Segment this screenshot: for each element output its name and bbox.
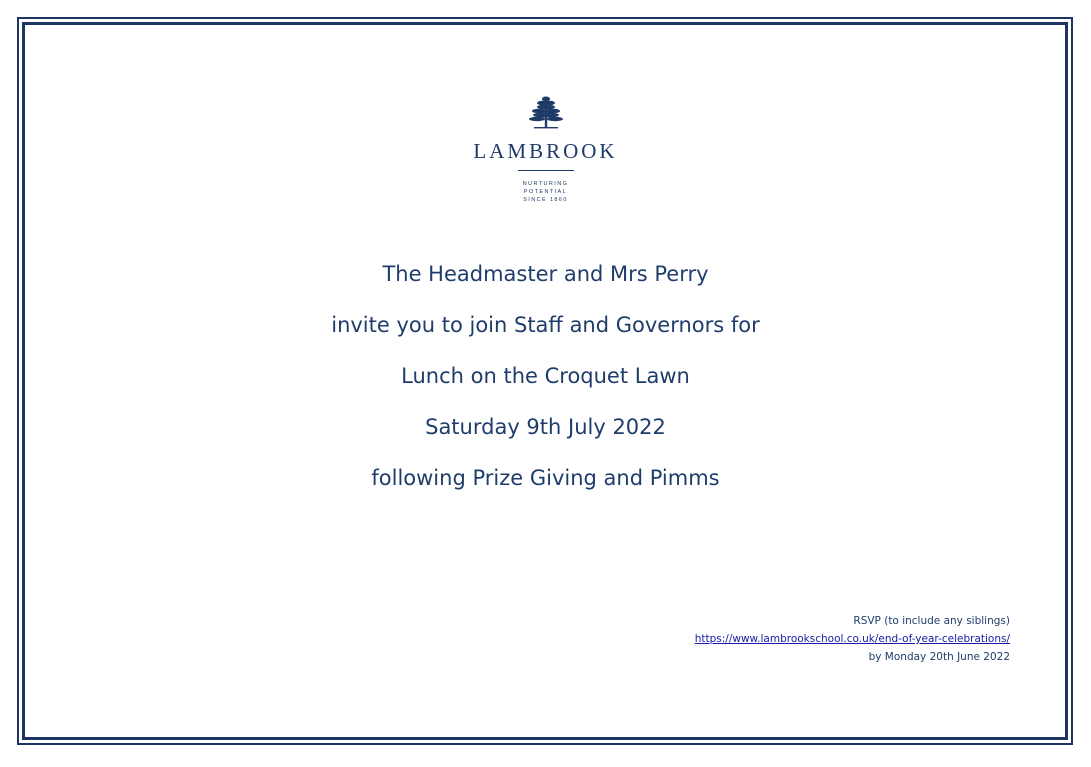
invitation-note: following Prize Giving and Pimms bbox=[371, 466, 720, 490]
invitation-hosts: The Headmaster and Mrs Perry bbox=[382, 262, 709, 286]
rsvp-link[interactable]: https://www.lambrookschool.co.uk/end-of-year-celebrations/ bbox=[694, 633, 1010, 645]
invitation-invite: invite you to join Staff and Governors for bbox=[331, 313, 760, 337]
logo-tagline-1: NURTURING bbox=[522, 181, 569, 187]
invitation-text bbox=[0, 257, 1091, 512]
school-logo bbox=[0, 95, 1091, 204]
rsvp-heading: RSVP (to include any siblings) bbox=[853, 615, 1010, 627]
logo-tagline-3: SINCE 1860 bbox=[523, 197, 568, 203]
rsvp-deadline: by Monday 20th June 2022 bbox=[868, 651, 1010, 663]
logo-tagline-2: POTENTIAL bbox=[523, 189, 568, 195]
invitation-event: Lunch on the Croquet Lawn bbox=[401, 364, 690, 388]
rsvp-block bbox=[695, 612, 1010, 666]
tree-icon bbox=[526, 95, 566, 131]
invitation-date: Saturday 9th July 2022 bbox=[425, 415, 666, 439]
logo-wordmark: LAMBROOK bbox=[473, 139, 618, 163]
logo-divider bbox=[518, 170, 574, 171]
